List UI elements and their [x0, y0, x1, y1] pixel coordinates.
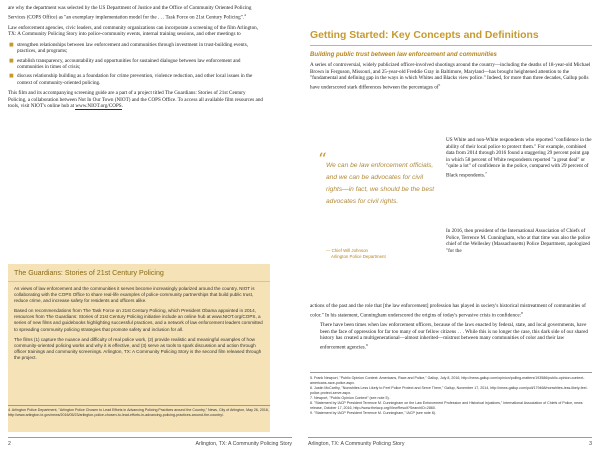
right-page [300, 0, 600, 450]
right-footnotes [310, 372, 592, 417]
intro-paragraph-3: This film and its accompanying screening guide are a part of a project titled The Guardians: Stories of 21st Century Policing, a collaboration between Not In Our Town (NIOT) and the COPS Office. To access all available film resources and tools, visit NIOT's online hub at www.NIOT.org/COPS. [8, 90, 263, 110]
left-page-footer [8, 437, 292, 447]
intro-bullet-list [8, 42, 264, 86]
right-paragraph-3: In 2016, then president of the International Association of Chiefs of Police, Terrence M. Cunningham, who at that time was also the police chief of the Wellesley (Massachusetts) Police Department, apologized "for the [446, 228, 591, 254]
footnote-9: 9. "Statement by IACP President Terrence M. Cunningham," IACP (see note 8). [310, 411, 436, 416]
left-footnotes [8, 405, 270, 417]
footer-title: Arlington, TX: A Community Policing Story [308, 441, 405, 447]
pull-quote-attribution: — Chief Will Johnson Arlington Police Department [326, 248, 386, 259]
sidebar-paragraph: As views of law enforcement and the communities it serves become increasingly polarized around the country, NIOT is collaborating with the COPS Office to share real-life examples of police-community partnerships that build public trust, reduce crime, and increase safety for residents and officers alike. [14, 286, 255, 304]
page-number: 2 [8, 441, 11, 447]
left-intro-text [8, 5, 264, 114]
niot-hub-link[interactable]: www.NIOT.org/COPS [75, 103, 122, 110]
footnote-5: 5. Frank Newport, "Public Opinion Context: Americans, Race and Police," Gallup, July 8, 2016, http://news.gallup.com/opinion/polling-matters/193586/public-opinion-context-americans-race-police.aspx. [310, 376, 585, 385]
right-paragraph-1: A series of controversial, widely publicized officer-involved shootings around the country—including the deaths of 18-year-old Michael Brown in Ferguson, Missouri, and 25-year-old Freddie Gray in Baltimore, Maryland—has brought heightened attention to the "fundamental and defining gap in the ways in which Whites and Blacks view police." Indeed, for more than three decades, Gallup polls have underscored stark differences between the percentages $of^5$ [310, 62, 591, 91]
bullet-item: ■ establish transparency, accountability and opportunities for sustained dialogue between law enforcement and communities in times of crisis; [9, 57, 241, 71]
section-subtitle: Building public trust between law enforcement and communities [310, 51, 497, 58]
bullet-dot-icon: ■ [9, 41, 14, 48]
footnote-4: 4. Arlington Police Department, "Arlington Police Chosen to Lead Efforts in Advancing Policing Practices around the Country," News, City of Arlington, May 26, 2016, http://www.arlington-tx.gov/news/2016/05/23/arlington-police-chosen-to-lead-efforts-in-advancing-policing-practices-around-the-country/. [8, 408, 269, 417]
sidebar-paragraph: The films (1) capture the nuance and difficulty of real police work, (2) provide realistic and meaningful examples of how community-oriented policing works and why it is effective, and (3) serve as tools to spark discussion and action through officer trainings and community screenings. Arlington, TX: A Community Policing Story is the second film released through the project. [14, 336, 262, 360]
right-paragraph-2: US White and non-White respondents who reported "confidence in the ability of their local police to protect them." For example, combined data from 2014 through 2016 found a staggering 29 percent point gap in which 58 percent of White respondents reported "a great deal" or "quite a lot" of confidence in the police, compared with 29 percent of Black respondents.$^7$ [446, 137, 592, 179]
intro-paragraph-1: are why the department was selected by the US Department of Justice and the Office of Community Oriented Policing Services (COPS Office) as "an exemplary implementation model for the . . . Task Force on 21st Century Policing".$^4$ [8, 5, 252, 21]
intro-paragraph-2: Law enforcement agencies, civic leaders, and community organizations can incorporate a screening of the film Arlington, TX: A Community Policing Story into police-community events, internal training sessions, and other meetings to [8, 24, 258, 38]
title-divider [310, 45, 592, 46]
footnote-6: 6. Justin McCarthy, "Nonwhites Less Likely to Feel Police Protect and Serve Them," Gallup, November 17, 2014, http://news.gallup.com/poll/179468/nonwhites-less-likely-feel-police-protect-serve.aspx. [310, 386, 588, 395]
bullet-item: ■ discuss relationship building as a foundation for crime prevention, violence reduction, and other local issues in the context of community-oriented policing. [9, 73, 253, 86]
section-title: Getting Started: Key Concepts and Definitions [310, 30, 539, 41]
cunningham-blockquote: There have been times when law enforcement officers, because of the laws enacted by federal, state, and local governments, have been the face of oppression for far too many of our fellow citizens . . . While this is no longer the case, this dark side of our shared history has created a multigenerational—almost inherited—mistrust between many communities of color and their law enforcement agencies.$^9$ [320, 322, 588, 351]
footnote-7: 7. Newport, "Public Opinion Context" (see note 5). [310, 396, 390, 400]
sidebar-paragraph: Based on recommendations from The Task Force on 21st Century Policing, which President Obama appointed in 2014, resources from The Guardians: Stories of 21st Century Policing initiative include an online hub at www.NIOT.org/COPS, a series of new films and guidebooks highlighting successful practices, and a network of law enforcement leaders committed to spreading community policing strategies that promote safety and inclusion for all. [14, 308, 263, 332]
bullet-item: ■ strengthen relationships between law enforcement and communities through investment in trust-building events, practices, and programs; [9, 41, 248, 55]
sidebar-body [8, 282, 270, 369]
right-paragraph-4: actions of the past and the role that [the law enforcement] profession has played in society's historical mistreatment of communities of color." In his statement, Cunningham underscored the origins of today's pervasive crisis in confidence:$^8$ [310, 303, 586, 319]
pull-quote [310, 140, 442, 284]
sidebar-title: The Guardians: Stories of 21st Century Policing [8, 264, 270, 282]
footer-title: Arlington, TX: A Community Policing Story [195, 441, 292, 447]
right-page-footer [308, 437, 592, 447]
bullet-dot-icon: ■ [9, 73, 14, 80]
quote-mark-icon: “ [318, 150, 327, 170]
page-number: 3 [589, 441, 592, 447]
bullet-dot-icon: ■ [9, 57, 14, 64]
attribution-org: Arlington Police Department [331, 254, 386, 259]
pull-quote-text: We can be law enforcement officials, and we can be advocates for civil rights—in fact, we should be the best advocates for civil rights. [326, 162, 435, 205]
attribution-name: Chief Will Johnson [331, 248, 368, 253]
footnote-8: 8. "Statement by IACP President Terrence M. Cunningham on the Law Enforcement Profession and Historical Injustices," International Association of Chiefs of Police, news release, October 17, 2016, http://www.theiacp.org/ViewResult?SearchID=2860. [310, 401, 583, 410]
